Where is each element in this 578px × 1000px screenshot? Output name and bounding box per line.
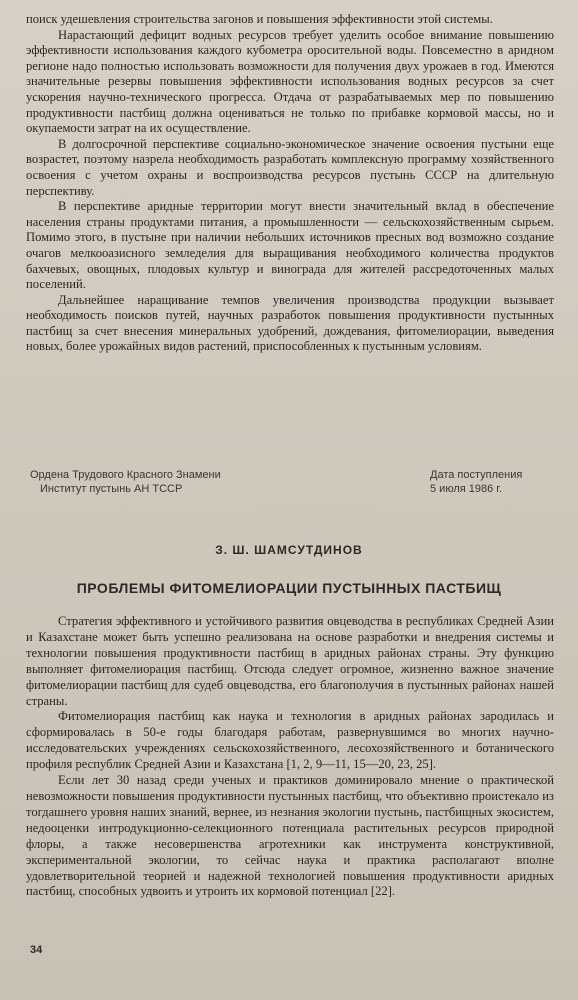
paragraph: поиск удешевления строительства загонов и повышения эффективности этой системы. <box>26 12 493 26</box>
page-number: 34 <box>30 944 43 956</box>
received-value: 5 июля 1986 г. <box>430 483 503 495</box>
paragraph: Стратегия эффективного и устойчивого развития овцеводства в республиках Средней Азии и Казахстане может быть успешно реализована на основе разработки и внедрения системы и технологии повышения продуктивности пастбищ в аридных районах страны. Эту функцию выполняет фитомелиорация пастбищ. Отсюда следует огромное, жизненно важное значение фитомелиорации пастбищ для судеб овцеводства, его благополучия в пустынных районах нашей страны. <box>26 614 554 708</box>
institution-affiliation <box>30 468 270 496</box>
paragraph: Нарастающий дефицит водных ресурсов требует уделить особое внимание повышению эффективности использования каждого кубометра оросительной воды. Повсеместно в аридном регионе надо полностью использовать возможности для получения двух урожаев в год. Имеются значительные резервы повышения эффективности использования водных ресурсов за счет ускорения научно-технического прогресса. Отдача от разрабатываемых мер по повышению продуктивности пастбищ должна оцениваться не только по прибавке кормовой массы, но и окупаемости затрат на их осуществление. <box>26 27 554 136</box>
received-date <box>430 468 560 496</box>
paragraph: Фитомелиорация пастбищ как наука и технология в аридных районах зародилась и сформировалась в 50-е годы благодаря работам, развернувшимся во многих научно-исследовательских учреждениях сельскохозяйственного, лесохозяйственного и ботанического профиля республик Средней Азии и Казахстана [1, 2, 9—11, 15—20, 23, 25]. <box>26 709 554 772</box>
paragraph: В долгосрочной перспективе социально-экономическое значение освоения пустыни еще возрастет, поэтому назрела необходимость разработать комплексную программу хозяйственного освоения с учетом охраны и воспроизводства ресурсов пустынь СССР на длительную перспективу. <box>26 136 554 198</box>
article-author: З. Ш. ШАМСУТДИНОВ <box>215 543 363 557</box>
paragraph: Дальнейшее наращивание темпов увеличения производства продукции вызывает необходимость поисков путей, научных разработок повышения продуктивности пустынных пастбищ за счет внесения минеральных удобрений, дождевания, фитомелиорации, выведения новых, более урожайных видов растений, приспособленных к пустынным условиям. <box>26 292 554 354</box>
paragraph: Если лет 30 назад среди ученых и практиков доминировало мнение о практической невозможности повышения продуктивности пустынных пастбищ, что объективно проистекало из тогдашнего уровня наших знаний, вернее, из незнания экологии пустынь, пастбищных экосистем, недооценки интродукционно-селекционного потенциала растительных ресурсов природной флоры, а также несовершенства агротехники как инструмента конструктивной, экспериментальной экологии, то сейчас наука и практика располагают вполне удовлетворительной теорией и надежной технологией повышения продуктивности аридных пастбищ, способных удвоить и утроить их кормовой потенциал [22]. <box>26 773 554 899</box>
affiliation-line: Институт пустынь АН ТССР <box>40 483 183 495</box>
paragraph: В перспективе аридные территории могут внести значительный вклад в обеспечение населения страны продуктами питания, а промышленности — сельскохозяйственным сырьем. Помимо этого, в пустыне при наличии небольших источников пресных вод возможно создание очагов мелкооазисного земледелия для выращивания необходимого количества продуктов бахчевых, овощных, плодовых культур и винограда для жителей рассредоточенных малых поселений. <box>26 199 554 292</box>
previous-article-text <box>26 12 554 355</box>
affiliation-line: Ордена Трудового Красного Знамени <box>30 469 221 481</box>
article-title: ПРОБЛЕМЫ ФИТОМЕЛИОРАЦИИ ПУСТЫННЫХ ПАСТБИЩ <box>76 580 502 596</box>
received-label: Дата поступления <box>430 469 523 481</box>
article-body <box>26 614 554 900</box>
